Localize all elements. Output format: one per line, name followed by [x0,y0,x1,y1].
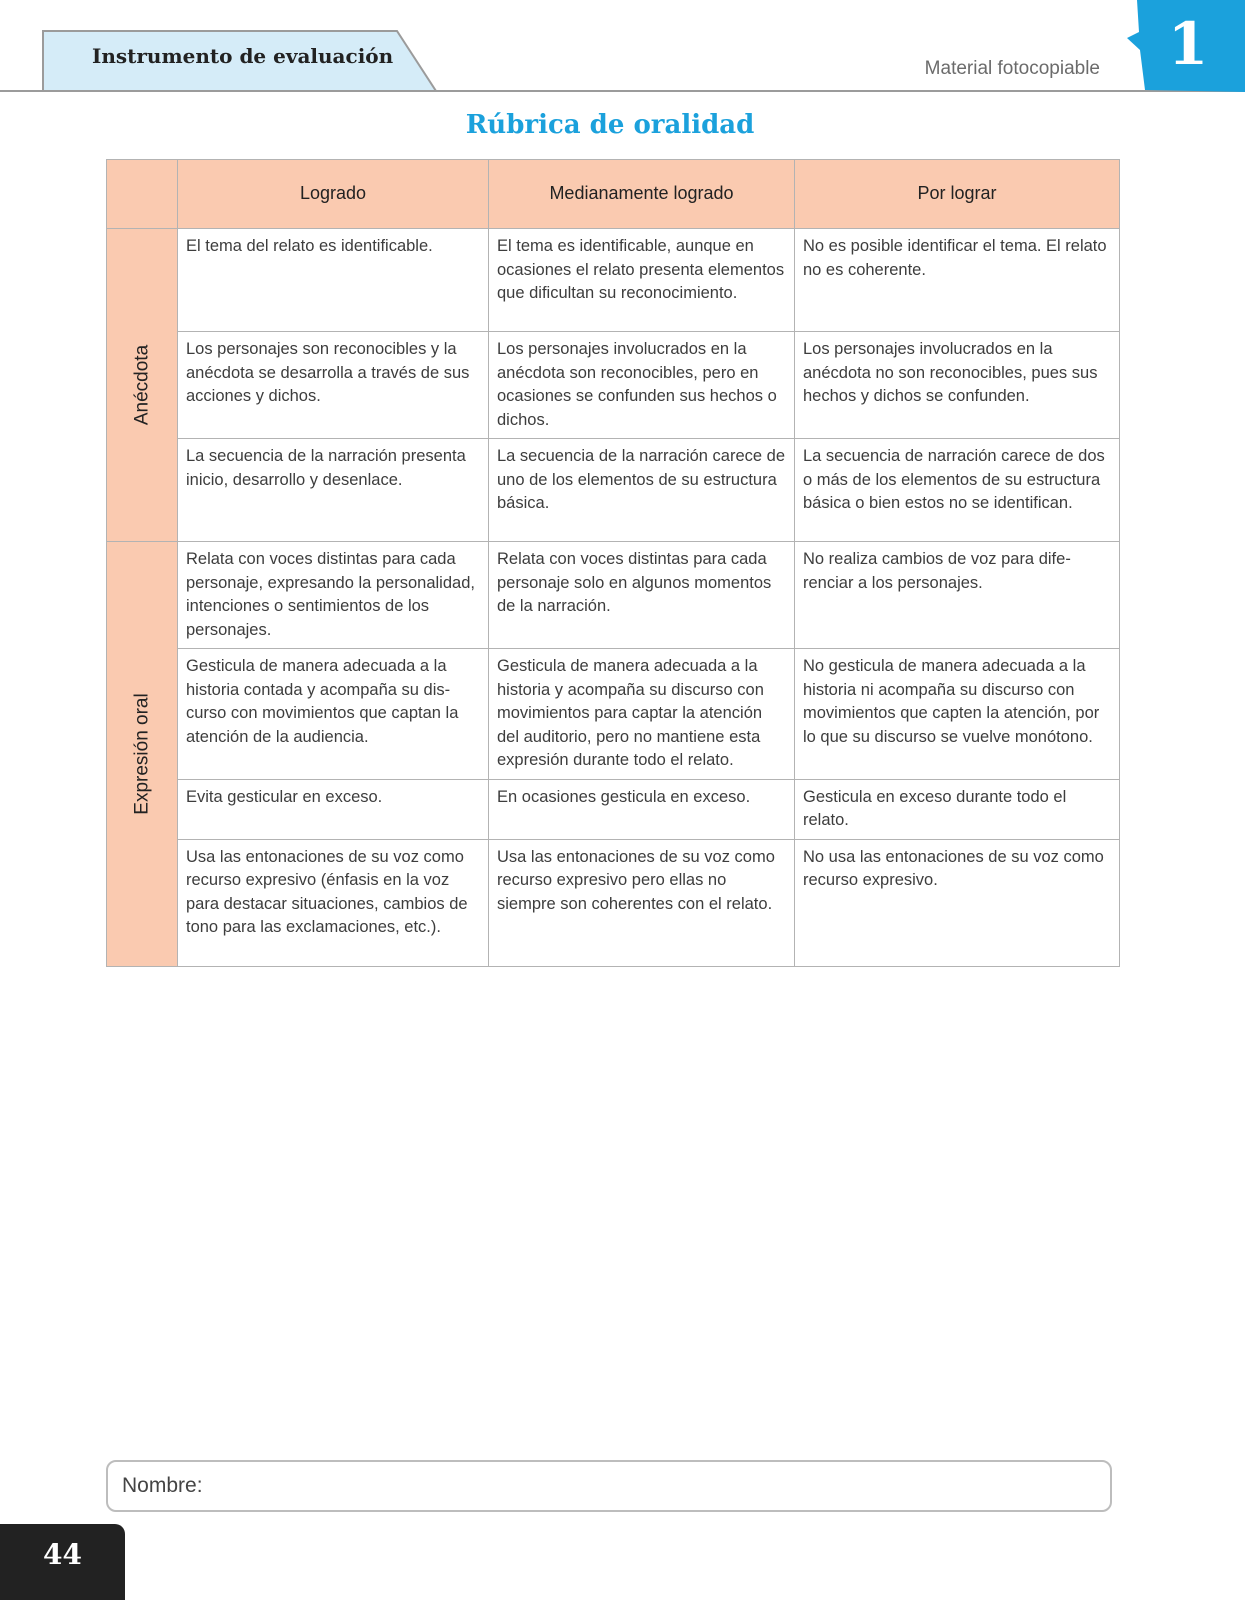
table-cell: Evita gesticular en exceso. [178,779,489,839]
table-cell: La secuencia de la narración carece de uno de los elementos de su estructura básica. [489,439,795,542]
table-cell: Gesticula de manera adecuada a la historia y acompaña su discurso con movimientos para captar la atención del auditorio, pero no mantiene esta expresión durante todo el relato. [489,649,795,780]
name-field[interactable] [106,1460,1112,1512]
table-row [107,779,1120,839]
unit-number: 1 [1167,10,1209,78]
column-header-por-lograr: Por lograr [795,160,1120,229]
table-cell: No realiza cambios de voz para diferenciar a los personajes. [795,542,1120,649]
category-cell-anecdota [107,229,178,542]
table-cell: Gesticula en exceso durante todo el relato. [795,779,1120,839]
table-cell: Relata con voces distintas para cada personaje, expresando la personalidad, intenciones o sentimientos de los personajes. [178,542,489,649]
table-cell: No usa las entonaciones de su voz como recurso expresivo. [795,839,1120,966]
table-cell: En ocasiones gesticula en exceso. [489,779,795,839]
category-label: Expresión oral [131,693,153,815]
page-title: Rúbrica de oralidad [465,110,755,140]
table-cell: El tema es identificable, aunque en ocasiones el relato presenta elementos que dificultan su reconocimiento. [489,229,795,332]
category-label: Anécdota [131,344,153,426]
category-cell-expresion-oral [107,542,178,967]
column-header-logrado: Logrado [178,160,489,229]
table-cell: La secuencia de la narración presenta inicio, desarrollo y desenlace. [178,439,489,542]
table-cell: El tema del relato es identificable. [178,229,489,332]
corner-cell [107,160,178,229]
name-label: Nombre: [122,1474,203,1497]
page-number-box [0,1524,125,1600]
table-cell: Los personajes involucrados en la anécdota no son reconocibles, pues sus hechos y dichos se confunden. [795,332,1120,439]
material-label: Material fotocopiable [924,58,1100,79]
table-cell: Los personajes son reconocibles y la anécdota se desarrolla a través de sus acciones y dichos. [178,332,489,439]
table-cell: Relata con voces distintas para cada personaje solo en algunos momentos de la narración. [489,542,795,649]
table-cell: No es posible identificar el tema. El relato no es coherente. [795,229,1120,332]
table-row [107,332,1120,439]
rubric-table [106,159,1120,967]
table-cell: Los personajes involucrados en la anécdota son reconocibles, pero en ocasiones se confunden sus hechos o dichos. [489,332,795,439]
table-header-row [107,160,1120,229]
table-cell: Usa las entonaciones de su voz como recurso expresivo pero ellas no siempre son coherentes con el relato. [489,839,795,966]
table-row [107,542,1120,649]
table-row [107,229,1120,332]
table-row [107,839,1120,966]
table-row [107,649,1120,780]
table-row [107,439,1120,542]
table-cell: Gesticula de manera adecuada a la historia contada y acompaña su discurso con movimientos que captan la atención de la audiencia. [178,649,489,780]
column-header-medianamente-logrado: Medianamente logrado [489,160,795,229]
section-title: Instrumento de evaluación [92,44,394,68]
table-cell: Usa las entonaciones de su voz como recurso expresivo (énfasis en la voz para destacar situaciones, cambios de tono para las exclamaciones, etc.). [178,839,489,966]
unit-badge [1125,0,1245,92]
page-number: 44 [43,1538,82,1571]
table-cell: No gesticula de manera adecuada a la historia ni acompaña su discurso con movimientos que capten la atención, por lo que su discurso se vuelve monótono. [795,649,1120,780]
table-cell: La secuencia de narración carece de dos o más de los elementos de su estructura básica o bien estos no se identifican. [795,439,1120,542]
section-tab [42,30,442,91]
